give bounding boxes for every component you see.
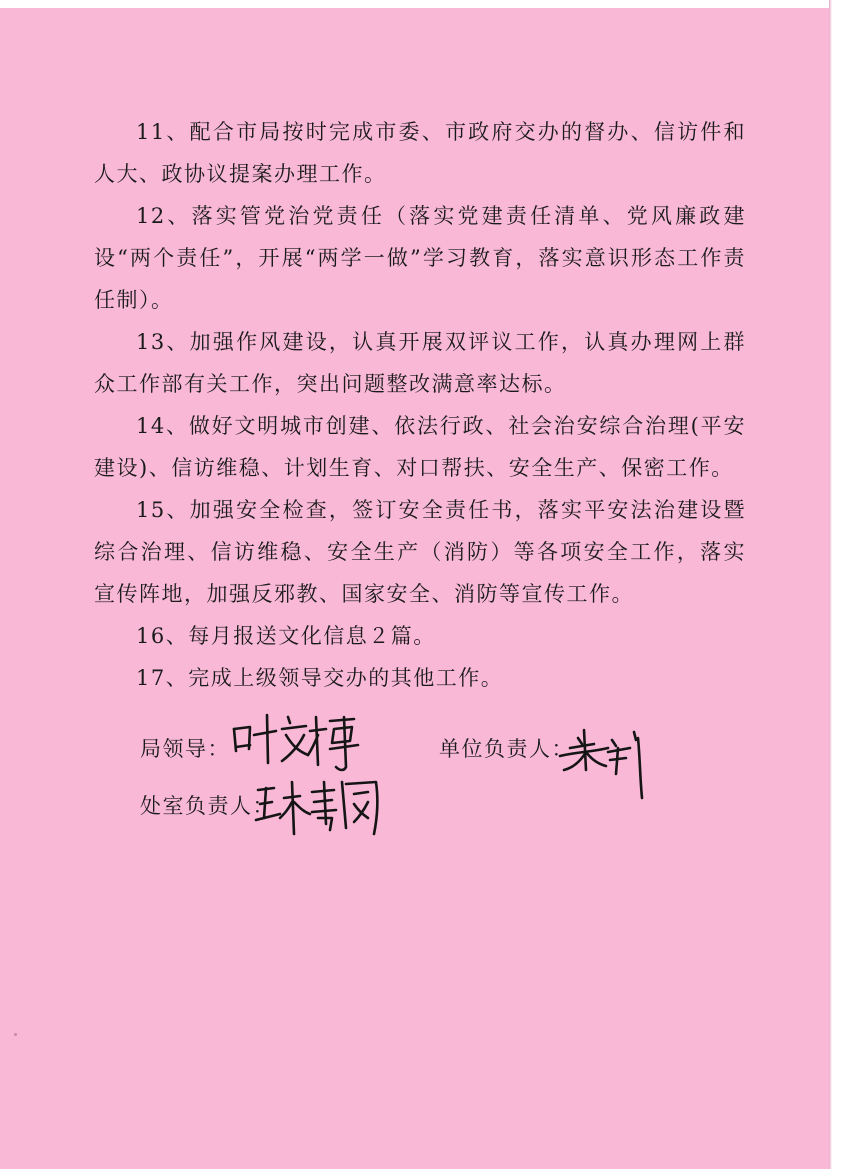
office-head-label: 处室负责人： xyxy=(140,794,275,818)
bureau-leader-label: 局领导： xyxy=(140,737,230,761)
paragraph-item-14: 14、做好文明城市创建、依法行政、社会治安综合治理(平安建设)、信访维稳、计划生育、对口帮扶、安全生产、保密工作。 xyxy=(94,414,746,480)
paragraph-item-17: 17、完成上级领导交办的其他工作。 xyxy=(136,666,504,690)
paragraph-item-16: 16、每月报送文化信息２篇。 xyxy=(136,624,436,648)
unit-head-signature xyxy=(556,718,656,802)
paragraph-item-12: 12、落实管党治党责任（落实党建责任清单、党风廉政建设“两个责任”，开展“两学一做”学习教育，落实意识形态工作责任制）。 xyxy=(94,204,746,312)
paragraph-item-13: 13、加强作风建设，认真开展双评议工作，认真办理网上群众工作部有关工作，突出问题整改满意率达标。 xyxy=(94,330,746,396)
bureau-leader-signature xyxy=(226,705,366,775)
unit-head-label: 单位负责人： xyxy=(439,737,574,761)
paragraph-item-15: 15、加强安全检查，签订安全责任书，落实平安法治建设暨综合治理、信访维稳、安全生产（消防）等各项安全工作，落实宣传阵地，加强反邪教、国家安全、消防等宣传工作。 xyxy=(94,498,746,606)
office-head-signature xyxy=(254,774,386,840)
paragraph-item-11: 11、配合市局按时完成市委、市政府交办的督办、信访件和人大、政协议提案办理工作。 xyxy=(94,120,746,186)
